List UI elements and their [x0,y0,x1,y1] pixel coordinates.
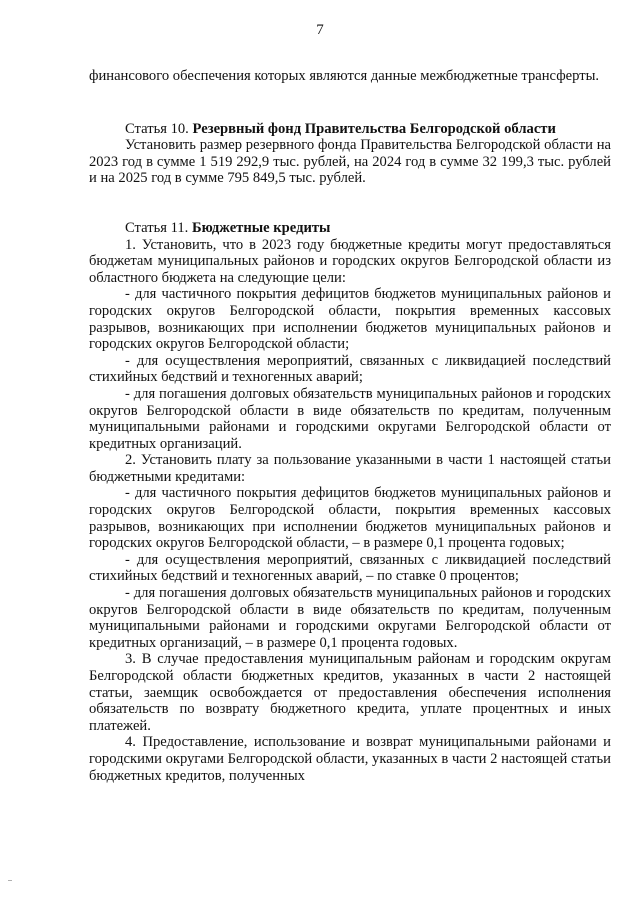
article-11-heading [89,220,611,237]
article-10-label: Статья 10. [125,120,189,137]
part-1-item-1: - для частичного покрытия дефицитов бюджетов муниципальных районов и городских округов Белгородской области, покрытия временных кассовых разрывов, возникающих при исполнении бюджетов муниципальных районов и городских округов Белгородской области; [89,286,611,353]
article-11-part-2: 2. Установить плату за пользование указанными в части 1 настоящей статьи бюджетными кредитами: [89,452,611,485]
document-body [89,68,611,784]
part-1-item-2: - для осуществления мероприятий, связанных с ликвидацией последствий стихийных бедствий и техногенных аварий; [89,352,611,386]
intro-paragraph: финансового обеспечения которых являются данные межбюджетные трансферты. [89,68,600,84]
article-11-title: Бюджетные кредиты [191,219,331,236]
scan-margin-mark [8,880,12,881]
part-2-item-3: - для погашения долговых обязательств муниципальных районов и городских округов Белгородской области в виде обязательств по кредитам, полученным муниципальными районами и городскими округами Белгородской области от кредитных организаций, – в размере 0,1 процента годовых. [89,585,611,651]
article-11-part-4: 4. Предоставление, использование и возврат муниципальными районами и городскими округами Белгородской области, указанных в части 2 настоящей статьи бюджетных кредитов, полученных [89,734,611,784]
part-1-item-3: - для погашения долговых обязательств муниципальных районов и городских округов Белгородской области в виде обязательств по кредитам, полученным муниципальными районами и городскими округами Белгородской области от кредитных организаций. [89,385,611,452]
article-10-title: Резервный фонд Правительства Белгородской области [192,120,556,137]
page-number: 7 [316,22,324,38]
article-11-label: Статья 11. [125,219,189,236]
article-11-part-3: 3. В случае предоставления муниципальным районам и городским округам Белгородской области бюджетных кредитов, указанных в части 2 настоящей статьи, заемщик освобождается от предоставления обеспечения исполнения обязательств по возврату бюджетного кредита, уплате процентных и иных платежей. [89,651,611,734]
spacer [89,187,611,220]
article-11-part-1: 1. Установить, что в 2023 году бюджетные кредиты могут предоставляться бюджетам муниципальных районов и городских округов Белгородской области из областного бюджета на следующие цели: [89,236,611,286]
article-11 [89,220,611,784]
spacer [89,85,611,121]
article-10-heading [89,121,611,138]
article-10 [89,121,611,187]
part-2-item-2: - для осуществления мероприятий, связанных с ликвидацией последствий стихийных бедствий и техногенных аварий, – по ставке 0 процентов; [89,551,611,585]
part-2-item-1: - для частичного покрытия дефицитов бюджетов муниципальных районов и городских округов Белгородской области, покрытия временных кассовых разрывов, возникающих при исполнении бюджетов муниципальных районов и городских округов Белгородской области, – в размере 0,1 процента годовых; [89,485,611,552]
article-10-text: Установить размер резервного фонда Правительства Белгородской области на 2023 год в сумме 1 519 292,9 тыс. рублей, на 2024 год в сумме 32 199,3 тыс. рублей и на 2025 год в сумме 795 849,5 тыс. рублей. [89,137,611,187]
